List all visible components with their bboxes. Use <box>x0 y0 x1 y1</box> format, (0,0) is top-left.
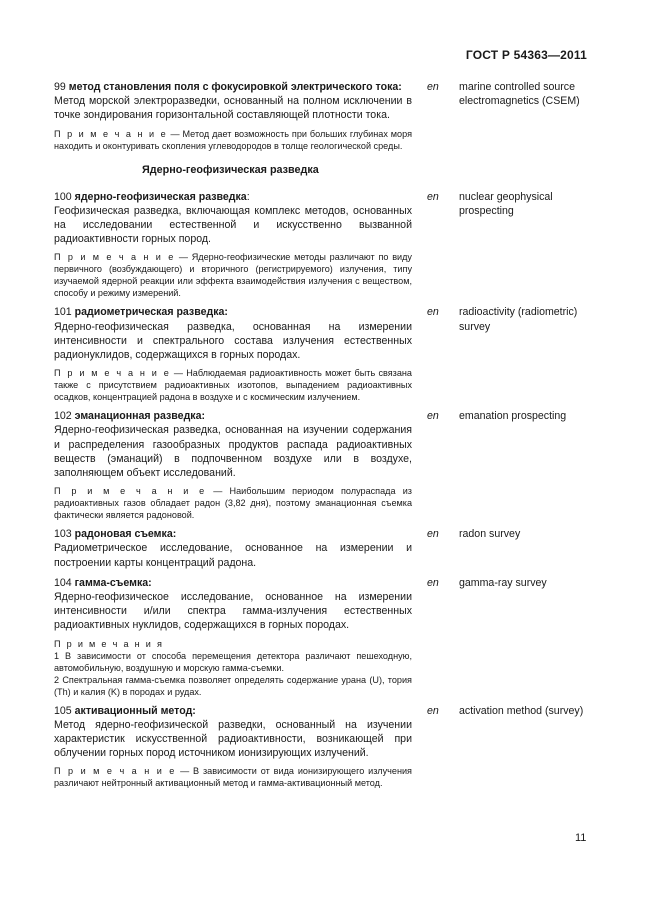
english-equivalent: radon survey <box>459 528 521 541</box>
term-name: радоновая съемка: <box>74 528 177 541</box>
note-text: — Наблюдаемая радиоактивность может быть связана также с присутствием радиоактивных изотопов, выпадением радиоактивных осадков, концентрацией радона в воздухе и с космическим излучением. <box>54 368 412 403</box>
term-105 <box>54 704 594 790</box>
term-number: 100 <box>54 190 72 203</box>
term-definition: Ядерно-геофизическая разведка, основанная на измерении интенсивности и спектрального состава излучения естественных радионуклидов, содержащихся в горных породах. <box>54 320 412 362</box>
term-definition: Геофизическая разведка, включающая комплекс методов, основанных на исследовании естественной и искусственно вызванной радиоактивности горных пород. <box>54 204 412 246</box>
term-number: 102 <box>54 410 72 423</box>
term-definition: Метод морской электроразведки, основанный на полном исключении в точке зондирования горизонтальной составляющей плотности тока. <box>54 95 412 122</box>
note-label: П р и м е ч а н и е <box>54 368 171 379</box>
term-number: 105 <box>54 704 72 717</box>
term-104 <box>54 576 594 698</box>
term-102 <box>54 409 594 521</box>
note-text: — Метод дает возможность при больших глубинах моря находить и оконтуривать скопления углеводородов в толще геологической среды. <box>54 128 412 151</box>
term-name: ядерно-геофизическая разведка <box>74 190 247 203</box>
notes-heading: П р и м е ч а н и я <box>54 638 164 649</box>
language-code: en <box>427 528 439 541</box>
term-definition: Метод ядерно-геофизической разведки, основанный на изучении характеристик искусственной радиоактивности, возникающей при облучении горных пород источником ионизирующих излучений. <box>54 718 412 760</box>
terms-content <box>54 80 594 795</box>
term-name: радиометрическая разведка: <box>74 306 228 319</box>
term-103 <box>54 527 594 570</box>
note-label: П р и м е ч а н и е <box>54 128 168 139</box>
term-number: 103 <box>54 528 72 541</box>
term-definition: Ядерно-геофизическое исследование, основанное на измерении интенсивности и/или спектра гамма-излучения естественных радиоактивных нуклидов, содержащихся в горных породах. <box>54 591 412 632</box>
term-99 <box>54 80 594 152</box>
term-note <box>54 128 412 152</box>
term-name: активационный метод: <box>74 704 196 717</box>
term-number: 101 <box>54 306 72 319</box>
term-name: метод становления поля с фокусировкой электрического тока: <box>68 81 402 93</box>
term-100 <box>54 190 594 300</box>
language-code: en <box>427 410 439 423</box>
language-code: en <box>427 704 439 717</box>
term-name: гамма-съемка: <box>74 576 152 589</box>
note-label: П р и м е ч а н и е <box>54 252 176 263</box>
note-item-1: 1 В зависимости от способа перемещения детектора различают пешеходную, автомобильную, воздушную и морскую гамма-съемки. <box>54 650 412 673</box>
page-number: 11 <box>575 832 587 844</box>
language-code: en <box>427 306 439 319</box>
term-definition: Радиометрическое исследование, основанное на измерении и построении карты концентраций радона. <box>54 542 412 569</box>
term-number: 104 <box>54 576 72 589</box>
section-title: Ядерно-геофизическая разведка <box>142 163 319 176</box>
english-equivalent: activation method (survey) <box>459 704 584 717</box>
note-text: — Наибольшим периодом полураспада из радиоактивных газов обладает радон (3,82 дня), поэтому эманационная съемка фактически является радоновой. <box>54 486 412 521</box>
term-note <box>54 367 412 403</box>
term-note <box>54 765 412 789</box>
note-label: П р и м е ч а н и е <box>54 766 177 777</box>
term-note <box>54 485 412 521</box>
term-101 <box>54 305 594 403</box>
english-equivalent: gamma-ray survey <box>459 576 547 589</box>
term-number: 99 <box>54 81 66 93</box>
english-equivalent: emanation prospecting <box>459 410 567 423</box>
term-note <box>54 251 412 299</box>
note-text: — Ядерно-геофизические методы различают по виду первичного (возбуждающего) и вторичного (регистрируемого) излучения, типу изучаемой ядерной реакции или эффекта взаимодействия излучения с веществом, способу и режиму измерений. <box>54 252 412 299</box>
term-definition: Ядерно-геофизическая разведка, основанная на изучении содержания и распределения газообразных продуктов распада радиоактивных веществ (эманаций) в подпочвенном воздухе или в воздухе, заполняющем объект исследований. <box>54 424 412 480</box>
note-label: П р и м е ч а н и е <box>54 486 207 497</box>
language-code: en <box>427 81 439 93</box>
language-code: en <box>427 190 439 203</box>
document-header: ГОСТ Р 54363—2011 <box>465 48 587 62</box>
english-equivalent: nuclear geophysical prospecting <box>459 190 553 217</box>
term-name: эманационная разведка: <box>74 410 206 423</box>
note-text: — В зависимости от вида ионизирующего излучения различают нейтронный активационный метод и гамма-активационный метод. <box>54 766 412 789</box>
english-equivalent: radioactivity (radiometric) survey <box>459 306 578 333</box>
english-equivalent: marine controlled source electromagnetics (CSEM) <box>459 81 580 108</box>
language-code: en <box>427 576 439 589</box>
note-item-2: 2 Спектральная гамма-съемка позволяет определять содержание урана (U), тория (Th) и калия (K) в породах и рудах. <box>54 674 412 697</box>
term-colon: : <box>246 190 250 203</box>
term-notes <box>54 638 412 698</box>
